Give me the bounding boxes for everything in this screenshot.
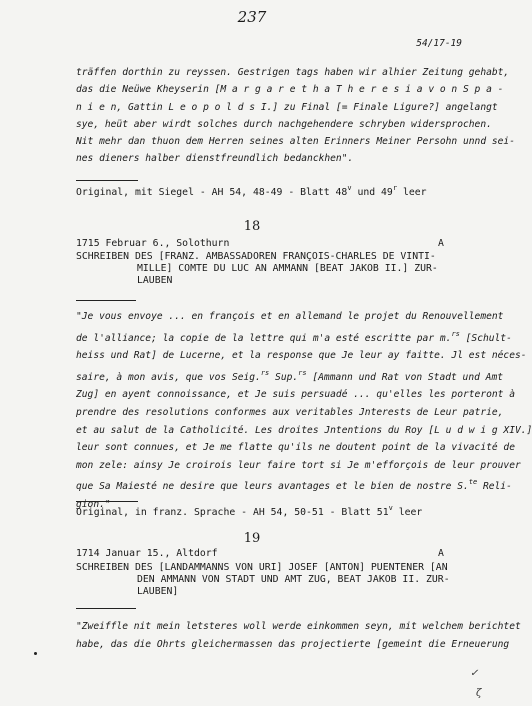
margin-dot: [34, 652, 37, 655]
quote-line: nes dieners halber dienstfreundlich bedanckhen".: [76, 153, 354, 165]
document-number: 19: [243, 531, 261, 546]
document-title: SCHREIBEN DES [LANDAMMANNS VON URI] JOSEF [ANTON] PUENTENER [AN DEN AMMANN VON STADT UND AMT ZUG, BEAT JAKOB II. ZUR- LAUBEN]: [76, 562, 450, 597]
quote-line: träffen dorthin zu reyssen. Gestrigen tags haben wir alhier Zeitung gehabt,: [76, 67, 510, 78]
source-note: Original, mit Siegel - AH 54, 48-49 - Blatt 48$^v$ und 49$^r$ leer: [76, 184, 427, 198]
document-date-place: 1714 Januar 15., Altdorf: [76, 548, 218, 559]
document-date-place: 1715 Februar 6., Solothurn: [76, 238, 230, 249]
divider: [76, 180, 138, 181]
handwritten-check-mark: ✓: [470, 668, 479, 679]
quote-line: sye, heüt aber wirdt solches durch nachgehendere schryben widersprochen.: [76, 118, 492, 130]
page-number: 237: [237, 8, 267, 26]
divider: [76, 501, 138, 502]
document-category: A: [438, 238, 444, 249]
quote-line: n i e n, Gattin L e o p o l d s I.] zu Final [= Finale Ligure?] angelangt: [76, 101, 498, 113]
quote-line: Nit mehr dan thuon dem Herren seines alten Erinners Meiner Persohn unnd sei-: [76, 136, 515, 148]
document-quote: "Zweiffle nit mein letsteres woll werde einkommen seyn, mit welchem berichtet habe, das die Ohrts gleichermassen das projectierte [gemeint die Erneuerung: [76, 621, 521, 650]
document-title: SCHREIBEN DES [FRANZ. AMBASSADOREN FRANÇOIS-CHARLES DE VINTI- MILLE] COMTE DU LUC AN AMMANN [BEAT JAKOB II.] ZUR- LAUBEN: [76, 251, 438, 286]
reference-code: 54/17-19: [416, 38, 462, 49]
document-number: 18: [243, 219, 261, 234]
document-quote: "Je vous envoye ... en françois et en allemand le projet du Renouvellement de l'alliance; la copie de la lettre qui m'a esté escritte par m.$^{rs}$ [Schult- heiss und Rat] de Lucerne, et la response que Je leur ay faitte. Jl est néces- saire, à mon avis, que vos Seig.$^{rs}$ Sup.$^{rs}$ [Ammann und Rat von Stadt und Amt Zug] en ayent connoissance, et Je suis persuadé ... qu'elles les porteront à prendre des resolutions conformes aux veritables Jnterests de Leur patrie, et au salut de la Catholicité. Les droites Jntentions du Roy [L u d w i g XIV.] leur sont connues, et Je me flatte qu'ils ne doutent point de la vivacité de mon zele: ainsy Je croirois leur faire tort si Je m'efforçois de leur prouver que Sa Maiesté ne desire que leurs avantages et le bien de nostre S.$^{te}$ Reli- gion.": [76, 311, 532, 510]
quote-line: das die Neüwe Kheyserin [M a r g a r e t h a T h e r e s i a v o n S p a -: [76, 84, 504, 96]
divider: [76, 300, 136, 301]
top-quote: [76, 64, 515, 168]
source-note: Original, in franz. Sprache - AH 54, 50-51 - Blatt 51$^v$ leer: [76, 504, 423, 518]
handwritten-mark: ζ: [476, 688, 482, 699]
divider: [76, 608, 136, 609]
document-category: A: [438, 548, 444, 559]
